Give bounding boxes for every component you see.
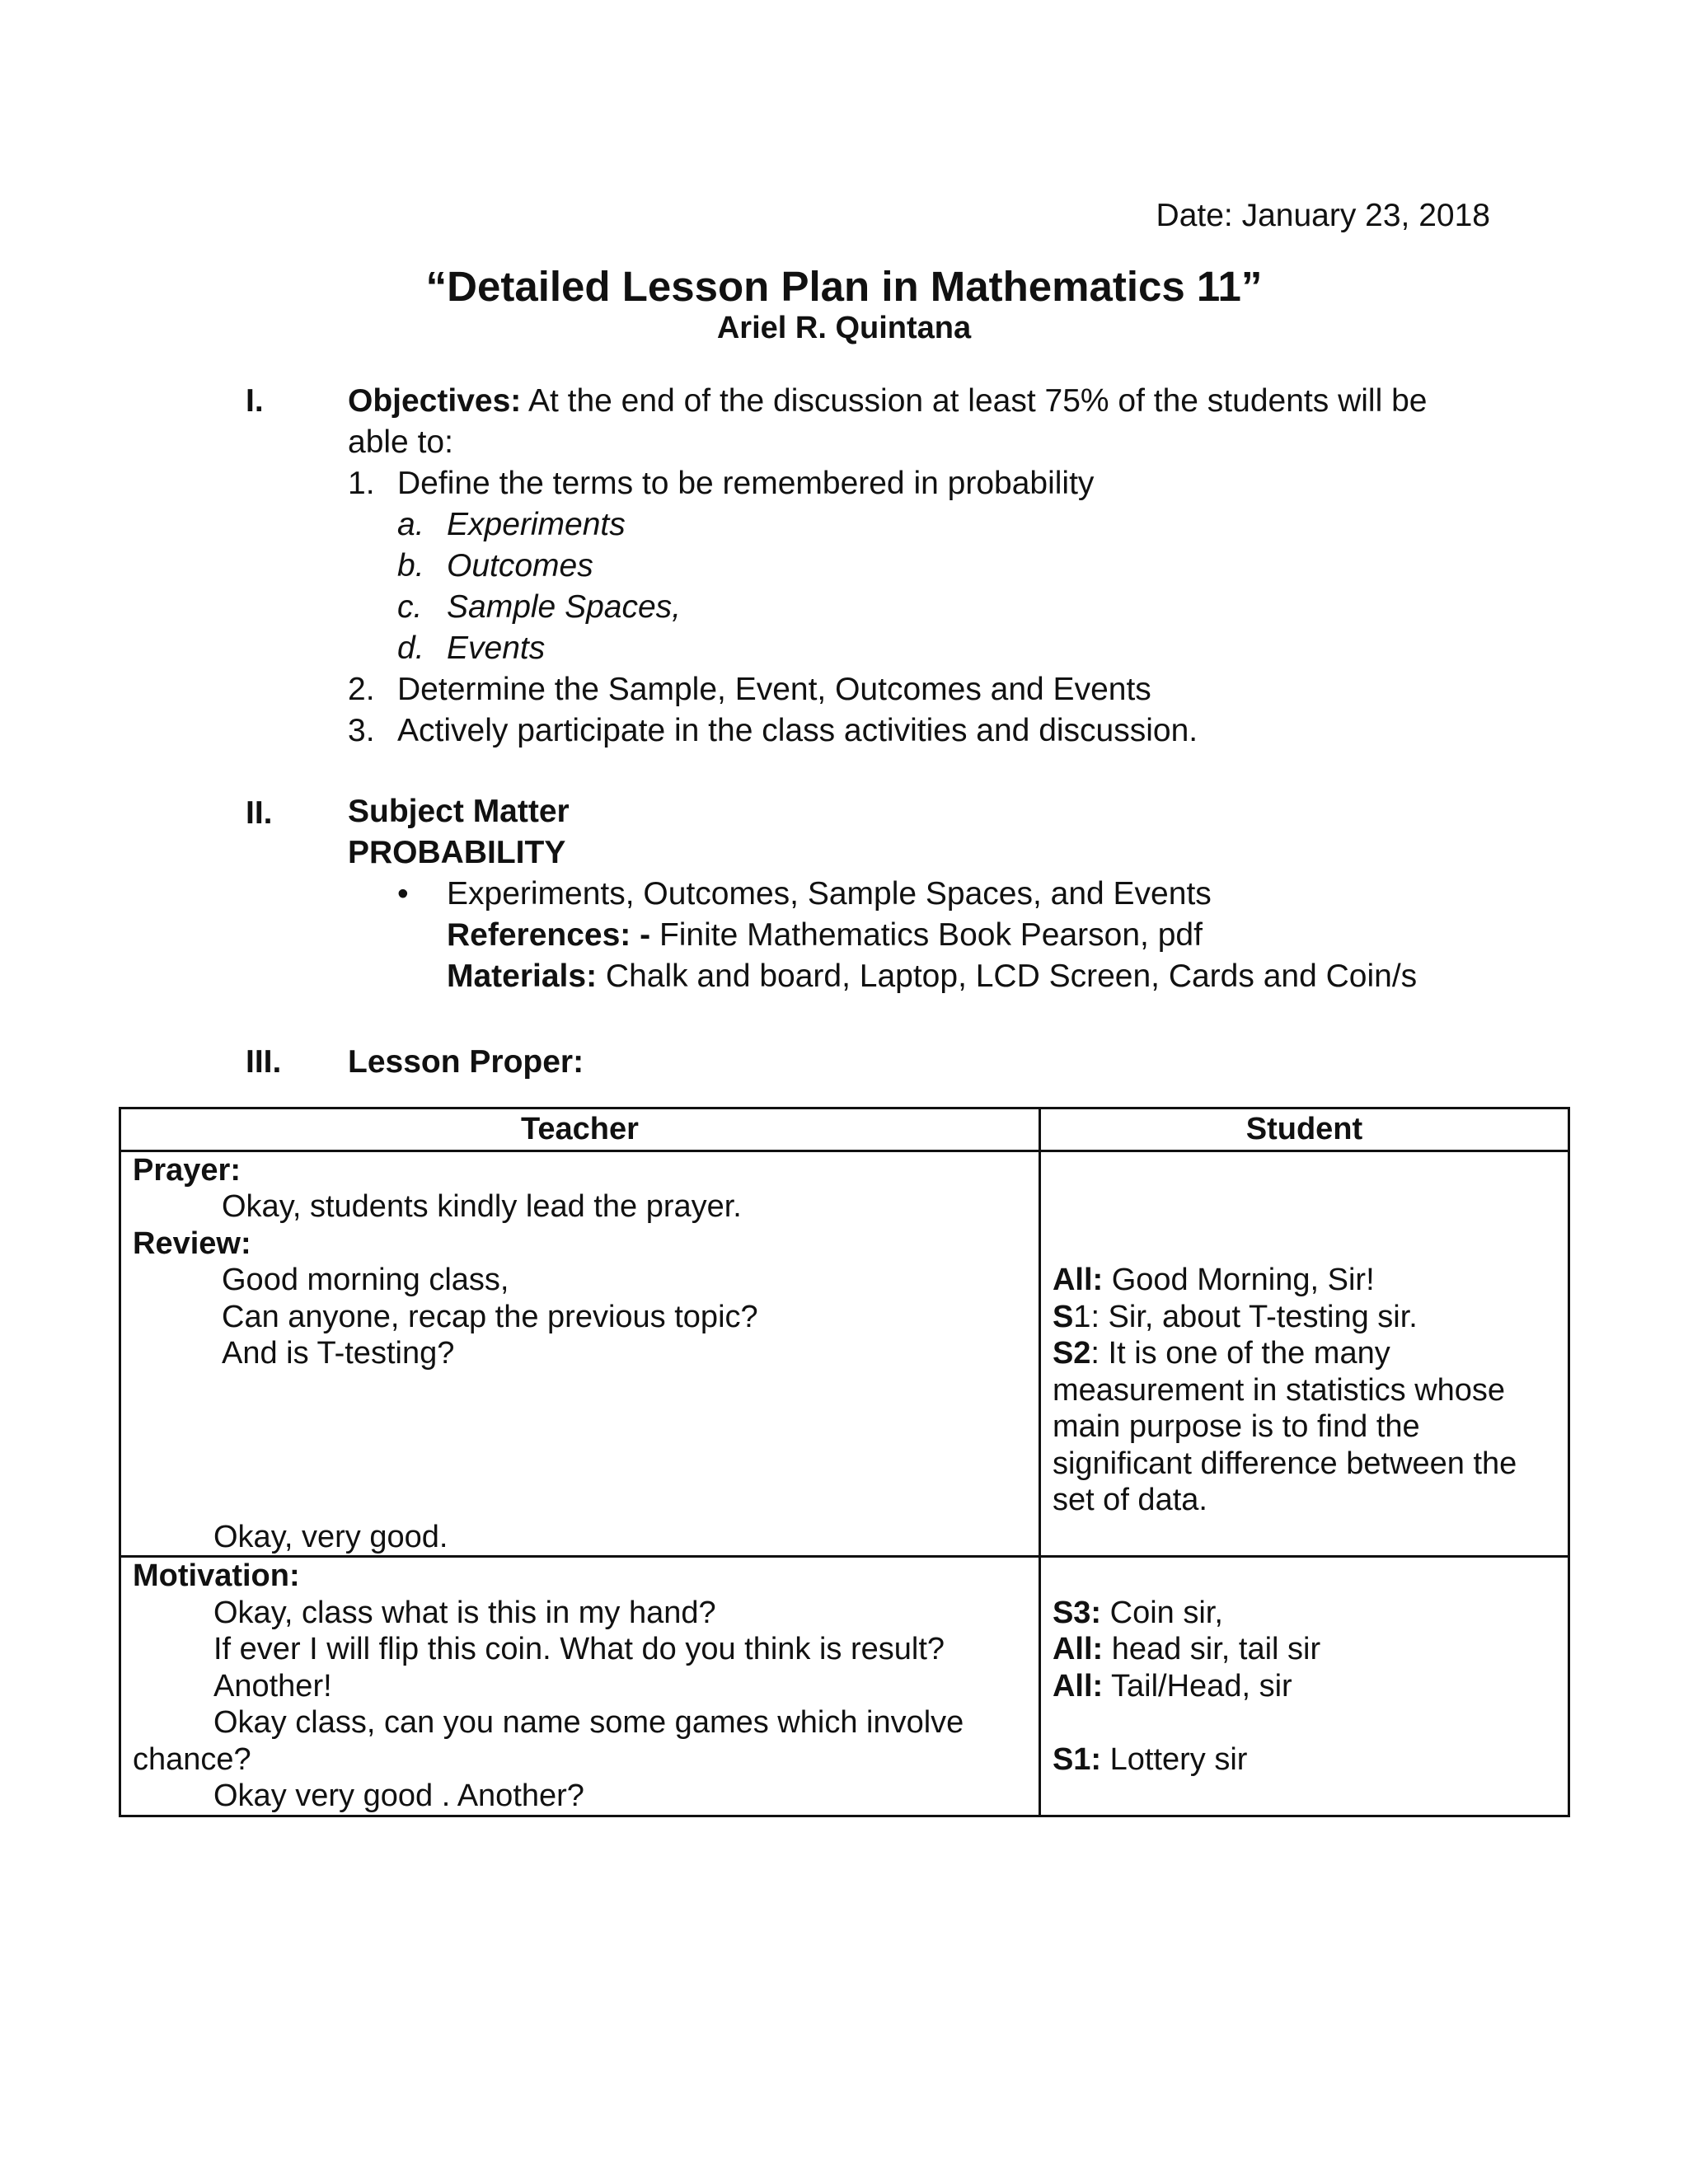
student-line — [1053, 1631, 1556, 1668]
student-text: head sir, tail sir — [1103, 1632, 1321, 1666]
subitem-text: Outcomes — [447, 548, 593, 583]
subitem-letter: b. — [397, 548, 424, 583]
speaker-label: All: — [1052, 1668, 1104, 1704]
objective-subitem — [348, 628, 1485, 669]
objective-number: 3. — [348, 713, 375, 748]
student-line: measurement in statistics whose — [1052, 1372, 1506, 1408]
student-line: significant difference between the — [1052, 1446, 1517, 1481]
student-text: Coin sir, — [1101, 1595, 1223, 1630]
speaker-label: S3: — [1052, 1595, 1102, 1630]
student-line: main purpose is to find the — [1052, 1409, 1420, 1444]
objectives-intro — [348, 381, 1485, 422]
references-text: Finite Mathematics Book Pearson, pdf — [650, 917, 1203, 953]
subitem-text: Experiments — [447, 507, 626, 542]
section-numeral-subject: II. — [246, 795, 273, 831]
objective-subitem — [348, 546, 1485, 587]
student-text: Good Morning, Sir! — [1103, 1263, 1375, 1297]
references-label: References: - — [447, 917, 651, 953]
materials-line — [348, 956, 1485, 997]
subitem-letter: a. — [397, 507, 424, 542]
teacher-line: Okay class, can you name some games which involve — [213, 1705, 964, 1740]
lesson-table — [119, 1107, 1570, 1817]
student-line — [1053, 1299, 1556, 1336]
subject-heading: Subject Matter — [348, 794, 570, 829]
student-line — [1053, 1262, 1556, 1299]
subitem-text: Sample Spaces, — [447, 589, 681, 625]
objective-subitem — [348, 587, 1485, 628]
bullet-dot: • — [397, 876, 409, 912]
table-row — [120, 1151, 1569, 1557]
subitem-letter: d. — [397, 630, 424, 666]
objective-number: 1. — [348, 466, 375, 501]
objective-text: Actively participate in the class activities and discussion. — [397, 713, 1198, 748]
teacher-line: Okay, very good. — [213, 1519, 448, 1554]
student-line — [1053, 1335, 1556, 1372]
speaker-label: S2 — [1052, 1336, 1091, 1371]
subject-matter-section — [348, 791, 1485, 997]
teacher-line: And is T-testing? — [222, 1336, 455, 1371]
materials-label: Materials: — [447, 958, 598, 994]
student-line — [1053, 1595, 1556, 1632]
student-text: : Sir, about T-testing sir. — [1090, 1299, 1418, 1334]
student-column-header: Student — [1039, 1108, 1568, 1151]
section-numeral-lesson: III. — [246, 1044, 282, 1080]
student-cell — [1039, 1557, 1568, 1816]
objectives-section — [348, 381, 1485, 752]
speaker-number: 1 — [1073, 1299, 1091, 1334]
references-line — [348, 915, 1485, 956]
teacher-line: Okay, class what is this in my hand? — [213, 1595, 716, 1630]
objective-text: Determine the Sample, Event, Outcomes and Events — [397, 672, 1151, 707]
teacher-line: Good morning class, — [222, 1263, 509, 1297]
motivation-label: Motivation: — [133, 1558, 300, 1593]
speaker-label: S1: — [1052, 1741, 1102, 1777]
objectives-heading: Objectives: — [348, 383, 522, 419]
teacher-line: Can anyone, recap the previous topic? — [222, 1299, 758, 1334]
teacher-line: chance? — [133, 1741, 251, 1777]
teacher-line: Another! — [213, 1668, 332, 1704]
materials-text: Chalk and board, Laptop, LCD Screen, Cards and Coin/s — [597, 958, 1418, 994]
teacher-cell — [120, 1557, 1040, 1816]
student-text: Lottery sir — [1101, 1741, 1248, 1777]
document-title: “Detailed Lesson Plan in Mathematics 11” — [425, 263, 1263, 310]
teacher-column-header: Teacher — [120, 1108, 1040, 1151]
teacher-line: Okay, students kindly lead the prayer. — [222, 1189, 742, 1224]
subitem-letter: c. — [397, 589, 423, 625]
student-cell — [1039, 1151, 1568, 1557]
table-row — [120, 1557, 1569, 1816]
teacher-line: If ever I will flip this coin. What do you think is result? — [213, 1632, 945, 1666]
review-label: Review: — [133, 1226, 251, 1261]
objectives-intro-text: At the end of the discussion at least 75% of the students will be — [521, 383, 1428, 419]
student-text: : It is one of the many — [1090, 1336, 1390, 1371]
objective-number: 2. — [348, 672, 375, 707]
student-line — [1053, 1741, 1556, 1779]
objectives-intro-cont: able to: — [348, 424, 453, 460]
speaker-label: All: — [1052, 1263, 1104, 1297]
section-numeral-objectives: I. — [246, 383, 264, 419]
student-line: set of data. — [1052, 1483, 1207, 1517]
speaker-label: All: — [1052, 1632, 1104, 1666]
author-name: Ariel R. Quintana — [716, 311, 972, 345]
speaker-label: S — [1052, 1299, 1074, 1334]
prayer-label: Prayer: — [133, 1152, 241, 1188]
lesson-proper-heading: Lesson Proper: — [348, 1044, 584, 1080]
objective-subitem — [348, 504, 1485, 546]
student-line — [1053, 1668, 1556, 1705]
date-line: Date: January 23, 2018 — [1156, 198, 1490, 233]
teacher-line: Okay very good . Another? — [213, 1779, 584, 1813]
objective-item — [348, 710, 1485, 752]
objective-item — [348, 669, 1485, 710]
teacher-cell — [120, 1151, 1040, 1557]
subitem-text: Events — [447, 630, 546, 666]
student-text: Tail/Head, sir — [1103, 1668, 1292, 1704]
bullet-text: Experiments, Outcomes, Sample Spaces, and Events — [447, 876, 1212, 912]
subject-topic: PROBABILITY — [348, 835, 566, 870]
objective-text: Define the terms to be remembered in probability — [397, 466, 1095, 501]
objective-item — [348, 463, 1485, 504]
table-header-row — [120, 1108, 1569, 1151]
subject-bullet — [348, 874, 1485, 915]
